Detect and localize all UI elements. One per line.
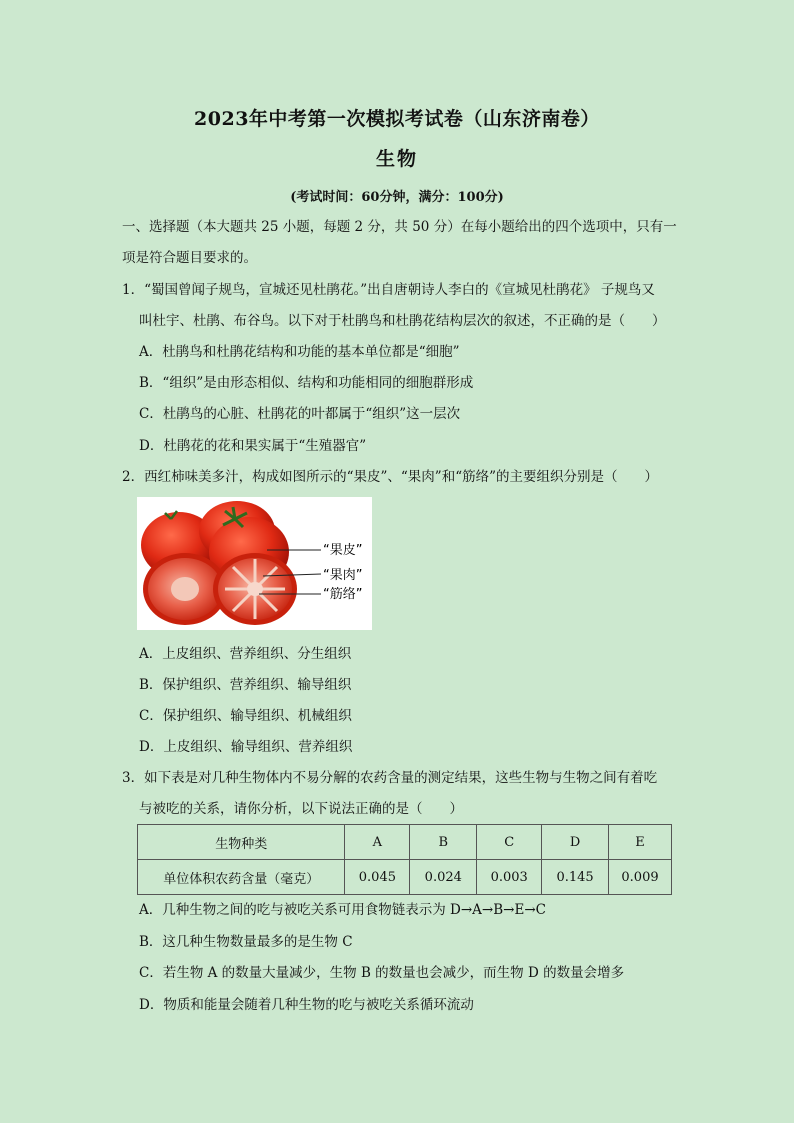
- tomato-illustration: [137, 497, 372, 630]
- q2-option-a: A．上皮组织、营养组织、分生组织: [139, 646, 352, 662]
- label-vein: “筋络”: [323, 587, 363, 602]
- table-cell: E: [609, 825, 672, 860]
- q1-option-c: C．杜鹃鸟的心脏、杜鹃花的叶都属于“组织”这一层次: [139, 406, 461, 422]
- label-flesh: “果肉”: [323, 568, 363, 583]
- q2-option-c: C．保护组织、输导组织、机械组织: [139, 708, 352, 724]
- table-row: [138, 825, 672, 860]
- table-cell: 0.045: [345, 860, 410, 895]
- table-row: [138, 860, 672, 895]
- table-cell: A: [345, 825, 410, 860]
- table-cell: D: [542, 825, 609, 860]
- subject-title: 生物: [375, 148, 418, 170]
- q2-stem: 2．西红柿味美多汁，构成如图所示的“果皮”、“果肉”和“筋络”的主要组织分别是（ ）: [122, 469, 658, 485]
- table-cell: C: [477, 825, 542, 860]
- page-title: 2023年中考第一次模拟考试卷（山东济南卷）: [194, 108, 600, 130]
- q1-stem-line1: 1．“蜀国曾闻子规鸟，宣城还见杜鹃花。”出自唐朝诗人李白的《宣城见杜鹃花》 子规鸟又: [122, 282, 655, 298]
- q1-stem-line2: 叫杜宇、杜鹃、布谷鸟。以下对于杜鹃鸟和杜鹃花结构层次的叙述，不正确的是（ ）: [139, 313, 666, 329]
- q3-option-a: A．几种生物之间的吃与被吃关系可用食物链表示为 D→A→B→E→C: [139, 902, 546, 918]
- tomato-figure: [137, 497, 372, 630]
- table-cell: B: [410, 825, 477, 860]
- label-peel: “果皮”: [323, 543, 363, 558]
- section-heading-line2: 项是符合题目要求的。: [122, 250, 257, 266]
- q3-option-c: C．若生物 A 的数量大量减少，生物 B 的数量也会减少，而生物 D 的数量会增多: [139, 965, 625, 981]
- table-cell: 0.003: [477, 860, 542, 895]
- table-cell: 0.009: [609, 860, 672, 895]
- table-cell: 生物种类: [138, 825, 345, 860]
- exam-info: (考试时间：60分钟，满分：100分): [290, 190, 504, 205]
- q1-option-a: A．杜鹃鸟和杜鹃花结构和功能的基本单位都是“细胞”: [139, 344, 460, 360]
- table-cell: 单位体积农药含量（毫克）: [138, 860, 345, 895]
- q1-option-b: B．“组织”是由形态相似、结构和功能相同的细胞群形成: [139, 375, 474, 391]
- table-cell: 0.145: [542, 860, 609, 895]
- q3-stem-line2: 与被吃的关系，请你分析，以下说法正确的是（ ）: [139, 801, 463, 817]
- q2-option-d: D．上皮组织、输导组织、营养组织: [139, 739, 353, 755]
- q1-option-d: D．杜鹃花的花和果实属于“生殖器官”: [139, 438, 367, 454]
- q3-option-d: D．物质和能量会随着几种生物的吃与被吃关系循环流动: [139, 997, 474, 1013]
- q3-stem-line1: 3．如下表是对几种生物体内不易分解的农药含量的测定结果，这些生物与生物之间有着吃: [122, 770, 658, 786]
- q3-option-b: B．这几种生物数量最多的是生物 C: [139, 934, 353, 950]
- section-heading-line1: 一、选择题（本大题共 25 小题，每题 2 分，共 50 分）在每小题给出的四个选项中，只有一: [122, 219, 677, 235]
- pesticide-table: [137, 824, 672, 895]
- q2-option-b: B．保护组织、营养组织、输导组织: [139, 677, 352, 693]
- table-cell: 0.024: [410, 860, 477, 895]
